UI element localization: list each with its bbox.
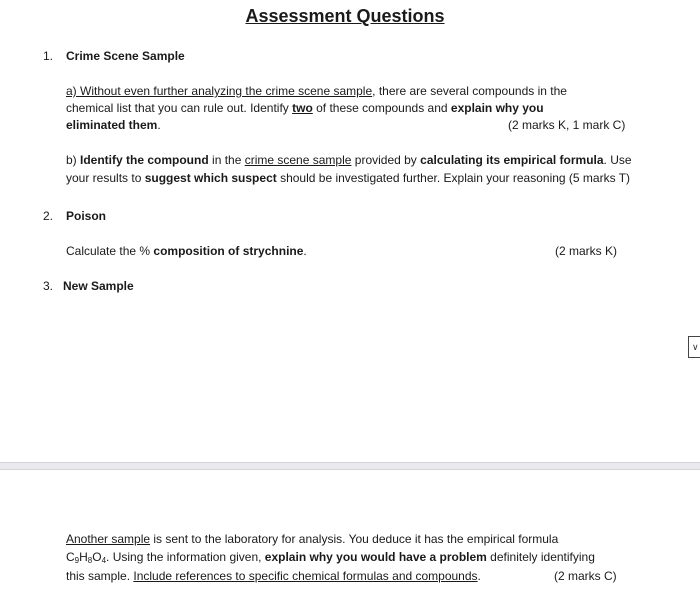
q1a-emphasis-two: two (292, 101, 313, 115)
q3-heading: New Sample (63, 279, 134, 293)
q3-underlined-include: Include references to specific chemical formulas and compounds (133, 569, 478, 583)
q3-line3-text: this sample. (66, 569, 134, 583)
q3-line2-text: . Using the information given, (106, 550, 265, 564)
q3-line1-text: is sent to the laboratory for analysis. You deduce it has the empirical formula (150, 532, 559, 546)
q1b-line2-rest: should be investigated further. Explain your reasoning (5 marks T) (276, 171, 631, 185)
q1b-text: in the (208, 153, 245, 167)
q1b-text-b: provided by (351, 153, 421, 167)
q1a-line3-end: . (157, 118, 161, 132)
formula-c-sub: 9 (74, 556, 80, 565)
q1b-bold-suggest: suggest which suspect (144, 171, 277, 185)
q2-bold-composition: composition of strychnine (153, 244, 304, 258)
q2-text-a: Calculate the % (66, 244, 154, 258)
q1a-underlined-phrase: a) Without even further analyzing the crime scene sample (66, 84, 373, 98)
q2-heading: Poison (66, 209, 107, 223)
page-title: Assessment Questions (245, 6, 445, 26)
q3-bold-explain: explain why you would have a problem (264, 550, 487, 564)
chevron-down-icon: ∨ (692, 342, 699, 352)
q1b-line2-text: your results to (66, 171, 145, 185)
q3-formula (66, 550, 106, 564)
q1b-line1 (66, 152, 632, 169)
q3-number: 3. (43, 279, 54, 293)
q3-line3-end: . (477, 569, 481, 583)
q1b-underlined-sample: crime scene sample (244, 153, 352, 167)
q1a-line2 (66, 100, 544, 117)
q1a-line1-text: , there are several compounds in the (372, 84, 567, 98)
formula-h: H (79, 550, 88, 564)
q3-line3 (66, 568, 481, 585)
q3-line2-rest: definitely identifying (486, 550, 595, 564)
q1-number: 1. (43, 49, 54, 63)
formula-c: C (66, 550, 75, 564)
q1b-label: b) (66, 153, 81, 167)
q3-line1 (66, 531, 558, 548)
q3-underlined-another-sample: Another sample (66, 532, 151, 546)
formula-o-sub: 4 (101, 556, 107, 565)
q2-text (66, 243, 307, 260)
q1b-bold-identify: Identify the compound (80, 153, 209, 167)
q1a-bold-eliminated: eliminated them (66, 118, 158, 132)
q2-text-end: . (303, 244, 307, 258)
document-page-2 (0, 470, 700, 600)
q1-heading: Crime Scene Sample (66, 49, 185, 63)
q3-marks: (2 marks C) (554, 569, 617, 583)
formula-h-sub: 8 (87, 556, 93, 565)
q1a-line1 (66, 83, 567, 100)
side-panel-toggle[interactable] (688, 336, 700, 358)
q1b-text-c: . Use (603, 153, 632, 167)
formula-o: O (92, 550, 102, 564)
q1a-line3 (66, 117, 161, 134)
q1a-line2-text: chemical list that you can rule out. Identify (66, 101, 293, 115)
q1a-bold-explain: explain why you (450, 101, 544, 115)
q1a-marks: (2 marks K, 1 mark C) (508, 118, 626, 132)
q2-number: 2. (43, 209, 54, 223)
q3-line2 (66, 549, 595, 566)
q2-marks: (2 marks K) (555, 244, 618, 258)
q1b-bold-calculating: calculating its empirical formula (420, 153, 604, 167)
page-break (0, 462, 700, 470)
q1b-line2 (66, 170, 630, 187)
q1a-line2-text-b: of these compounds and (312, 101, 451, 115)
